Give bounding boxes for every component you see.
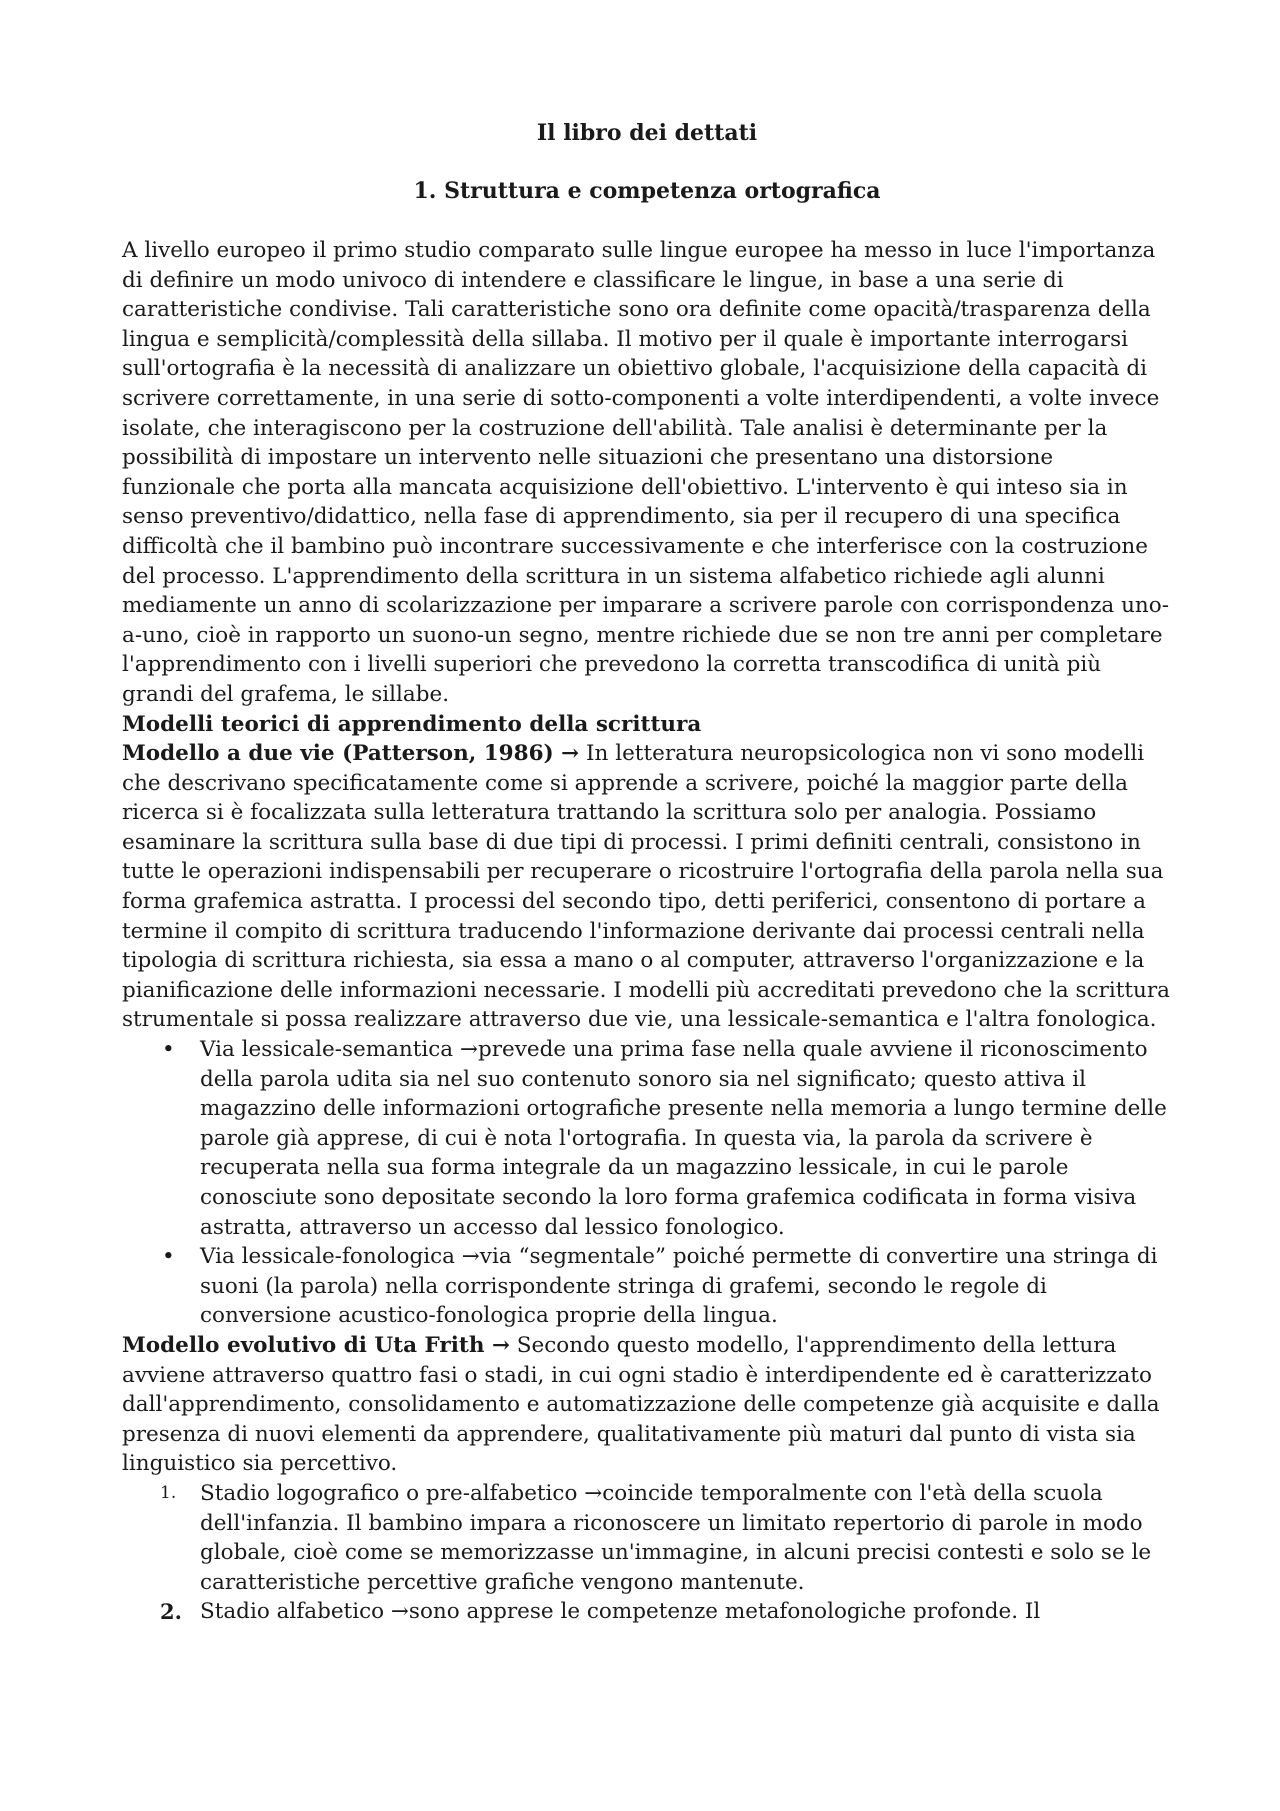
list-item: [122, 1035, 1172, 1242]
frith-heading: Modello evolutivo di Uta Frith →: [122, 1332, 510, 1358]
list-item-text: Stadio logografico o pre-alfabetico →coincide temporalmente con l'età della scuola dell'infanzia. Il bambino impara a riconoscere un limitato repertorio di parole in modo globale, cioè come se memorizzasse un'immagine, in alcuni precisi contesti e solo se le caratteristiche percettive grafiche vengono mantenute.: [200, 1480, 1152, 1595]
list-item: [122, 1479, 1172, 1597]
bullet-icon: •: [162, 1244, 175, 1270]
dual-route-paragraph: [122, 739, 1172, 1035]
section-title: 1. Struttura e competenza ortografica: [413, 178, 881, 204]
list-item-text: Via lessicale-semantica →prevede una prima fase nella quale avviene il riconoscimento della parola udita sia nel suo contenuto sonoro sia nel significato; questo attiva il magazzino delle informazioni ortografiche presente nella memoria a lungo termine delle parole già apprese, di cui è nota l'ortografia. In questa via, la parola da scrivere è recuperata nella sua forma integrale da un magazzino lessicale, in cui le parole conosciute sono depositate secondo la loro forma grafemica codificata in forma visiva astratta, attraverso un accesso dal lessico fonologico.: [200, 1037, 1167, 1240]
routes-list: [122, 1035, 1172, 1331]
document-title: Il libro dei dettati: [536, 120, 758, 146]
intro-paragraph: A livello europeo il primo studio comparato sulle lingue europee ha messo in luce l'importanza di definire un modo univoco di intendere e classificare le lingue, in base a una serie di caratteristiche condivise. Tali caratteristiche sono ora definite come opacità/trasparenza della lingua e semplicità/complessità della sillaba. Il motivo per il quale è importante interrogarsi sull'ortografia è la necessità di analizzare un obiettivo globale, l'acquisizione della capacità di scrivere correttamente, in una serie di sotto-componenti a volte interdipendenti, a volte invece isolate, che interagiscono per la costruzione dell'abilità. Tale analisi è determinante per la possibilità di impostare un intervento nelle situazioni che presentano una distorsione funzionale che porta alla mancata acquisizione dell'obiettivo. L'intervento è qui inteso sia in senso preventivo/didattico, nella fase di apprendimento, sia per il recupero di una specifica difficoltà che il bambino può incontrare successivamente e che interferisce con la costruzione del processo. L'apprendimento della scrittura in un sistema alfabetico richiede agli alunni mediamente un anno di scolarizzazione per imparare a scrivere parole con corrispondenza uno-a-uno, cioè in rapporto un suono-un segno, mentre richiede due se non tre anni per completare l'apprendimento con i livelli superiori che prevedono la corretta transcodifica di unità più grandi del grafema, le sillabe.: [122, 238, 1169, 707]
document-body: [122, 118, 1172, 1627]
list-item-text: Stadio alfabetico →sono apprese le competenze metafonologiche profonde. Il: [200, 1599, 1041, 1625]
list-item: [122, 1597, 1172, 1627]
bullet-icon: •: [162, 1037, 175, 1063]
list-item: [122, 1242, 1172, 1331]
list-item-text: Via lessicale-fonologica →via “segmentale” poiché permette di convertire una stringa di suoni (la parola) nella corrispondente stringa di grafemi, secondo le regole di conversione acustico-fonologica proprie della lingua.: [200, 1244, 1158, 1329]
frith-text: Secondo questo modello, l'apprendimento della lettura avviene attraverso quattro fasi o stadi, in cui ogni stadio è interdipendente ed è caratterizzato dall'apprendimento, consolidamento e automatizzazione delle competenze già acquisite e dalla presenza di nuovi elementi da apprendere, qualitativamente più maturi dal punto di vista sia linguistico sia percettivo.: [122, 1332, 1160, 1477]
models-subheading: Modelli teorici di apprendimento della scrittura: [122, 711, 702, 737]
stages-list: [122, 1479, 1172, 1627]
frith-paragraph: [122, 1331, 1172, 1479]
dual-route-heading: Modello a due vie (Patterson, 1986) →: [122, 741, 580, 767]
list-number: 1.: [160, 1482, 177, 1503]
dual-route-text: In letteratura neuropsicologica non vi sono modelli che descrivano specificatamente come si apprende a scrivere, poiché la maggior parte della ricerca si è focalizzata sulla letteratura trattando la scrittura solo per analogia. Possiamo esaminare la scrittura sulla base di due tipi di processi. I primi definiti centrali, consistono in tutte le operazioni indispensabili per recuperare o ricostruire l'ortografia della parola nella sua forma grafemica astratta. I processi del secondo tipo, detti periferici, consentono di portare a termine il compito di scrittura traducendo l'informazione derivante dai processi centrali nella tipologia di scrittura richiesta, sia essa a mano o al computer, attraverso l'organizzazione e la pianificazione delle informazioni necessarie. I modelli più accreditati prevedono che la scrittura strumentale si possa realizzare attraverso due vie, una lessicale-semantica e l'altra fonologica.: [122, 741, 1170, 1033]
list-number: 2.: [160, 1599, 182, 1625]
